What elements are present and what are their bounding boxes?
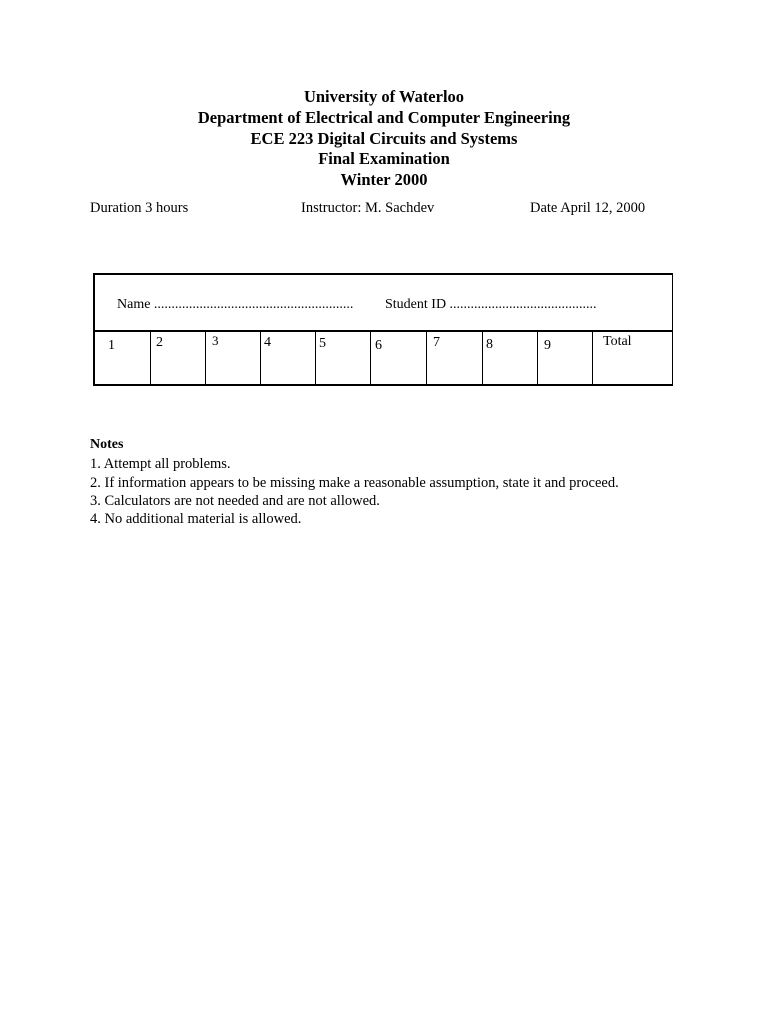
score-cell-label: 7 [433,335,440,350]
name-field[interactable]: Name ......................................................... [117,297,354,312]
score-cell-label: 4 [264,335,271,350]
notes-section [90,436,619,528]
score-cell-label: 8 [486,337,493,352]
score-cell-2[interactable] [151,332,206,386]
university-name: University of Waterloo [303,87,465,106]
score-cell-label: 2 [156,335,163,350]
score-grid-row [95,332,672,386]
score-box [93,273,673,386]
exam-header [0,87,768,191]
score-cell-3[interactable] [206,332,261,386]
score-cell-6[interactable] [371,332,427,386]
score-cell-1[interactable] [95,332,151,386]
student-id-field[interactable]: Student ID .......................................... [385,297,597,312]
student-info-row [95,275,672,332]
note-item: 3. Calculators are not needed and are not allowed. [90,492,380,509]
score-cell-label: Total [603,334,632,349]
score-cell-8[interactable] [483,332,538,386]
course-title: ECE 223 Digital Circuits and Systems [250,128,518,148]
note-item: 1. Attempt all problems. [90,456,231,473]
score-cell-label: 5 [319,336,326,351]
notes-title: Notes [90,437,124,452]
score-cell-label: 6 [375,338,382,353]
note-item: 2. If information appears to be missing make a reasonable assumption, state it and proceed. [90,474,619,491]
score-cell-7[interactable] [427,332,483,386]
department-name: Department of Electrical and Computer Engineering [197,107,571,127]
score-cell-label: 9 [544,338,551,353]
score-cell-total[interactable] [593,332,673,386]
score-cell-9[interactable] [538,332,593,386]
score-cell-4[interactable] [261,332,316,386]
date-text: Date April 12, 2000 [530,200,646,216]
term-label: Winter 2000 [340,170,428,190]
exam-title: Final Examination [318,149,450,169]
score-cell-label: 1 [108,338,115,353]
instructor-text: Instructor: M. Sachdev [301,200,435,216]
note-item: 4. No additional material is allowed. [90,511,302,528]
notes-list [90,455,619,528]
duration-text: Duration 3 hours [90,200,189,216]
score-cell-5[interactable] [316,332,371,386]
score-cell-label: 3 [212,333,219,348]
